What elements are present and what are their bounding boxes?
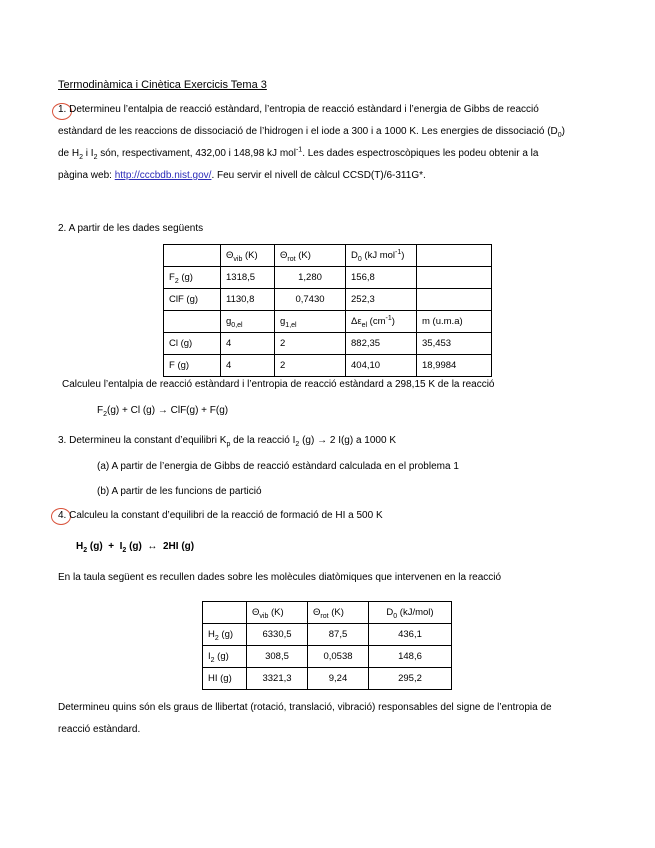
table2-header [203, 602, 452, 624]
cell: 308,5 [247, 646, 308, 668]
cell: $H_2$ (g) [203, 624, 247, 646]
table-row [164, 289, 492, 311]
problem1-line2: estàndard de les reaccions de dissociació de l’hidrogen i el iode a 300 i a 1000 K. Les energies de dissociació $(D_0)$ [58, 126, 566, 139]
cell: 148,6 [369, 646, 452, 668]
problem3-sub-a: (a) A partir de l’energia de Gibbs de reacció estàndard calculada en el problema 1 [97, 461, 459, 472]
problem1-line4: pàgina web: http://cccbdb.nist.gov/. Feu servir el nivell de càlcul CCSD(T)/6-311G*. [58, 170, 426, 181]
d0-header: $D_0$ (kJ/mol) [369, 602, 452, 624]
problem4-final-line1: Determineu quins són els graus de llibertat (rotació, translació, vibració) responsables del signe de l’entropia de [58, 702, 552, 713]
table-row [203, 624, 452, 646]
g1-header: $g_{1,el}$ [275, 311, 346, 333]
table-row [203, 668, 452, 690]
cell: 1,280 [275, 267, 346, 289]
cell: 3321,3 [247, 668, 308, 690]
theta-rot-header: $\Theta_{rot}$ (K) [275, 245, 346, 267]
problem1-line3: de $H_2$ i $I_2$ són, respectivament, 432,00 i 148,98 kJ mol$^{-1}$. Les dades espectroscòpiques les podeu obtenir a la [58, 146, 539, 161]
problem2-reaction: $F_2(g) + Cl$ (g) → ClF(g) + F(g) [97, 405, 229, 418]
cell: 0,7430 [275, 289, 346, 311]
cell: $I_2$ (g) [203, 646, 247, 668]
table1-header2 [164, 311, 492, 333]
cell: 2 [275, 355, 346, 377]
g0-header: $g_{0,el}$ [221, 311, 275, 333]
table-row [164, 333, 492, 355]
problem3-question: 3. Determineu la constant d’equilibri $K_p$ de la reacció $I_2$ (g) → 2 I(g) a 1000 K [58, 435, 397, 448]
cell: 404,10 [346, 355, 417, 377]
cell: 87,5 [308, 624, 369, 646]
cell: 18,9984 [417, 355, 492, 377]
cell: ClF (g) [164, 289, 221, 311]
cell: 1130,8 [221, 289, 275, 311]
mass-header: m (u.m.a) [417, 311, 492, 333]
d0-header: $D_0$ (kJ mol$^{-1}$) [346, 245, 417, 267]
cell: 0,0538 [308, 646, 369, 668]
table-row [164, 267, 492, 289]
problem4-reaction: $H_2$ $(g) + I_2$ (g) ↔ 2HI (g) [76, 541, 195, 554]
document-title: Termodinàmica i Cinètica Exercicis Tema 3 [58, 79, 267, 91]
data-table-2 [202, 601, 452, 690]
problem4-intro: En la taula següent es recullen dades sobre les molècules diatòmiques que intervenen en la reacció [58, 572, 502, 583]
nist-link[interactable]: http://cccbdb.nist.gov/ [114, 170, 212, 181]
cell: 295,2 [369, 668, 452, 690]
theta-vib-header: $\Theta_{vib}$ (K) [221, 245, 275, 267]
cell: F (g) [164, 355, 221, 377]
cell: 4 [221, 355, 275, 377]
problem3-sub-b: (b) A partir de les funcions de partició [97, 486, 262, 497]
cell: 436,1 [369, 624, 452, 646]
table-row [203, 646, 452, 668]
cell: $F_2$ (g) [164, 267, 221, 289]
cell: HI (g) [203, 668, 247, 690]
problem4-question: 4. Calculeu la constant d’equilibri de la reacció de formació de HI a 500 K [58, 510, 383, 521]
cell: Cl (g) [164, 333, 221, 355]
cell: 252,3 [346, 289, 417, 311]
table-row [164, 355, 492, 377]
cell: 6330,5 [247, 624, 308, 646]
cell: 882,35 [346, 333, 417, 355]
cell: 9,24 [308, 668, 369, 690]
problem1-line1: 1. Determineu l’entalpia de reacció estàndard, l’entropia de reacció estàndard i l’energia de Gibbs de reacció [58, 104, 539, 115]
cell: 156,8 [346, 267, 417, 289]
problem4-final-line2: reacció estàndard. [58, 724, 141, 735]
data-table-1 [163, 244, 492, 377]
theta-vib-header: $\Theta_{vib}$ (K) [247, 602, 308, 624]
cell: 4 [221, 333, 275, 355]
cell: 35,453 [417, 333, 492, 355]
cell: 2 [275, 333, 346, 355]
theta-rot-header: $\Theta_{rot}$ (K) [308, 602, 369, 624]
cell: 1318,5 [221, 267, 275, 289]
problem2-question: Calculeu l’entalpia de reacció estàndard i l’entropia de reacció estàndard a 298,15 K de la reacció [62, 379, 495, 390]
problem2-intro: 2. A partir de les dades següents [58, 223, 204, 234]
delta-eps-header: $\Delta\varepsilon_{el}$ $(cm^{-1})$ [346, 311, 417, 333]
table1-header1 [164, 245, 492, 267]
